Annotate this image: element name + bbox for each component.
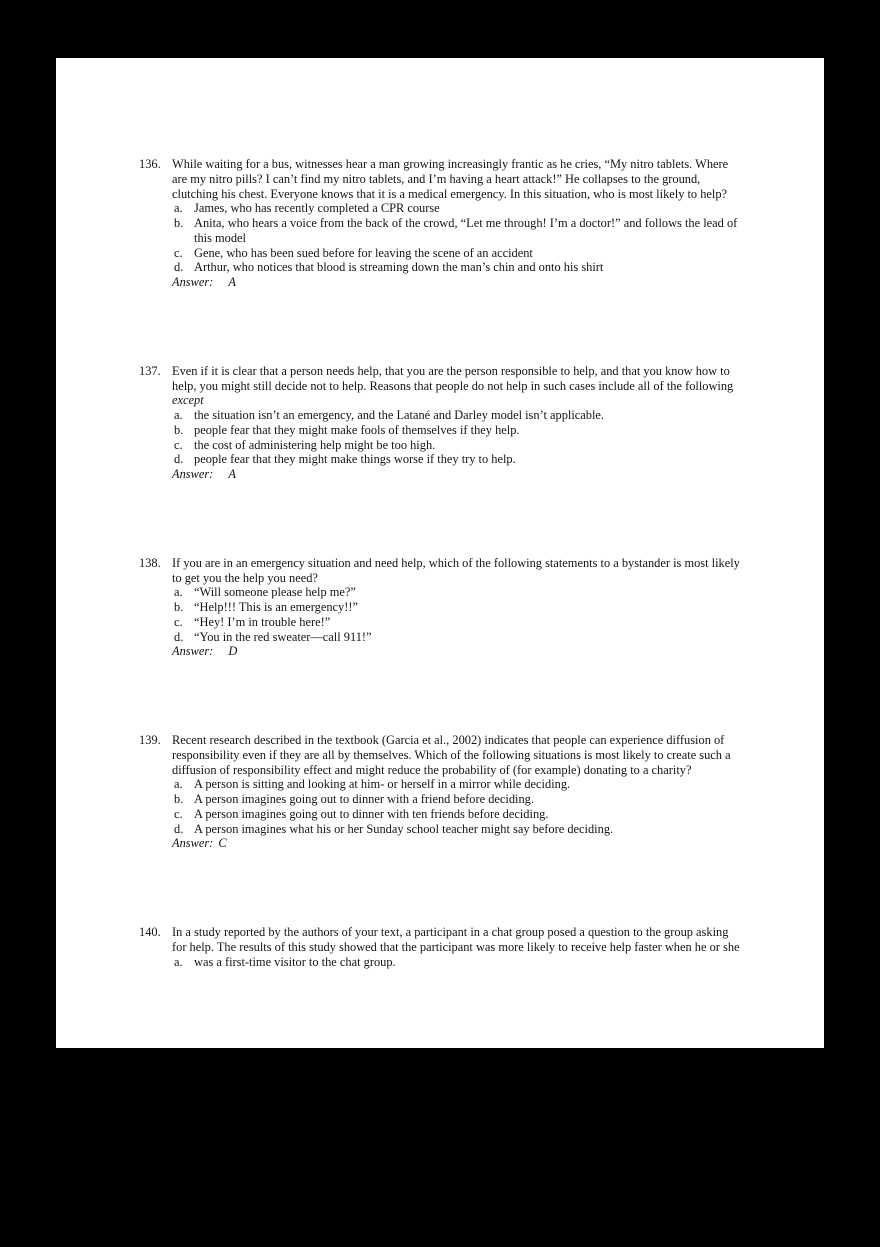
option-text: A person imagines going out to dinner with a friend before deciding. (194, 792, 534, 806)
option-letter: d. (174, 629, 184, 644)
question-body (172, 733, 744, 851)
option-letter: a. (174, 201, 183, 216)
option-text: “You in the red sweater—call 911!” (194, 629, 372, 644)
answer-line (172, 467, 744, 482)
question-body (172, 925, 744, 969)
document-page (56, 58, 824, 1048)
option-letter: a. (174, 408, 183, 422)
question-text (172, 364, 744, 408)
question-body (172, 556, 744, 659)
answer-option (172, 260, 744, 275)
question-block (139, 157, 744, 290)
option-letter: a. (174, 777, 183, 792)
question-text-italic: except (172, 393, 204, 408)
option-text: A person imagines what his or her Sunday school teacher might say before deciding. (194, 821, 614, 836)
answer-label: Answer: (172, 467, 214, 481)
answer-option (172, 777, 744, 792)
question-text-main: In a study reported by the authors of your text, a participant in a chat group posed a question to the group asking for help. The results of this study showed that the participant was more likely to receive help faster when he or she (172, 925, 740, 954)
option-letter: b. (174, 216, 184, 230)
options-list (172, 955, 744, 970)
answer-value: A (228, 275, 236, 289)
question-number: 140. (139, 925, 161, 939)
answer-option (172, 600, 744, 615)
option-text: “Hey! I’m in trouble here!” (194, 614, 331, 629)
answer-option (172, 955, 744, 970)
answer-label: Answer: (172, 644, 214, 659)
option-text: A person is sitting and looking at him- or herself in a mirror while deciding. (194, 777, 571, 792)
option-letter: c. (174, 245, 183, 260)
question-text (172, 925, 744, 955)
answer-label: Answer: (172, 275, 214, 289)
option-text: Gene, who has been sued before for leaving the scene of an accident (194, 245, 533, 260)
question-number: 139. (139, 733, 161, 747)
options-list (172, 408, 744, 467)
option-text: James, who has recently completed a CPR course (194, 201, 440, 216)
answer-option (172, 423, 744, 438)
answer-option (172, 438, 744, 453)
answer-value: A (228, 467, 236, 481)
option-text: “Help!!! This is an emergency!!” (194, 600, 358, 614)
question-block (139, 556, 744, 659)
question-number: 138. (139, 555, 161, 570)
option-letter: c. (174, 437, 183, 452)
option-letter: b. (174, 792, 184, 806)
answer-option (172, 615, 744, 630)
options-list (172, 585, 744, 644)
answer-option (172, 822, 744, 837)
question-text (172, 733, 744, 777)
question-text-main: Recent research described in the textbook (Garcia et al., 2002) indicates that people can experience diffusion of responsibility even if they are all by themselves. Which of the following situations is most likely to create such a diffusion of responsibility effect and might reduce the probability of (for example) donating to a charity? (172, 733, 731, 777)
answer-option (172, 630, 744, 645)
question-number: 136. (139, 157, 161, 171)
question-text (172, 556, 744, 586)
answer-option (172, 792, 744, 807)
answer-option (172, 408, 744, 423)
answer-option (172, 452, 744, 467)
answer-line (172, 644, 744, 659)
answer-label: Answer: (172, 836, 214, 851)
answer-option (172, 585, 744, 600)
option-letter: d. (174, 452, 184, 467)
option-letter: b. (174, 600, 184, 614)
option-text: “Will someone please help me?” (194, 585, 356, 600)
question-body (172, 364, 744, 482)
question-block (139, 733, 744, 851)
option-text: the cost of administering help might be too high. (194, 437, 436, 452)
question-block (139, 364, 744, 482)
answer-option (172, 246, 744, 261)
option-letter: c. (174, 806, 183, 821)
question-text-main: If you are in an emergency situation and need help, which of the following statements to a bystander is most likely to get you the help you need? (172, 555, 740, 585)
options-list (172, 777, 744, 836)
question-text-main: Even if it is clear that a person needs help, that you are the person responsible to help, and that you know how to help, you might still decide not to help. Reasons that people do not help in such cases include all of the following (172, 363, 734, 393)
option-letter: d. (174, 260, 184, 275)
question-text (172, 157, 744, 201)
option-letter: a. (174, 954, 183, 969)
questions-list (56, 58, 824, 969)
option-letter: d. (174, 821, 184, 836)
question-block (139, 925, 744, 969)
question-text-main: While waiting for a bus, witnesses hear a man growing increasingly frantic as he cries, “My nitro tablets. Where are my nitro pills? I can’t find my nitro tablets, and I’m having a heart attack!” He collapses to the ground, clutching his chest. Everyone knows that it is a medical emergency. In this situation, who is most likely to help? (172, 157, 729, 201)
question-body (172, 157, 744, 290)
answer-value: C (218, 836, 227, 851)
options-list (172, 201, 744, 275)
answer-option (172, 216, 744, 246)
option-letter: c. (174, 614, 183, 629)
option-text: was a first-time visitor to the chat group. (194, 954, 396, 969)
answer-option (172, 201, 744, 216)
option-text: people fear that they might make fools of themselves if they help. (194, 422, 520, 437)
option-text: people fear that they might make things worse if they try to help. (194, 452, 516, 467)
option-text: A person imagines going out to dinner with ten friends before deciding. (194, 806, 549, 821)
question-number: 137. (139, 363, 161, 378)
answer-option (172, 807, 744, 822)
answer-line (172, 275, 744, 290)
option-letter: b. (174, 422, 184, 437)
option-text: the situation isn’t an emergency, and the Latané and Darley model isn’t applicable. (194, 408, 605, 422)
answer-line (172, 836, 744, 851)
option-text: Anita, who hears a voice from the back of the crowd, “Let me through! I’m a doctor!” and follows the lead of this model (194, 216, 738, 245)
option-text: Arthur, who notices that blood is streaming down the man’s chin and onto his shirt (194, 260, 604, 275)
option-letter: a. (174, 585, 183, 600)
answer-value: D (228, 644, 238, 659)
